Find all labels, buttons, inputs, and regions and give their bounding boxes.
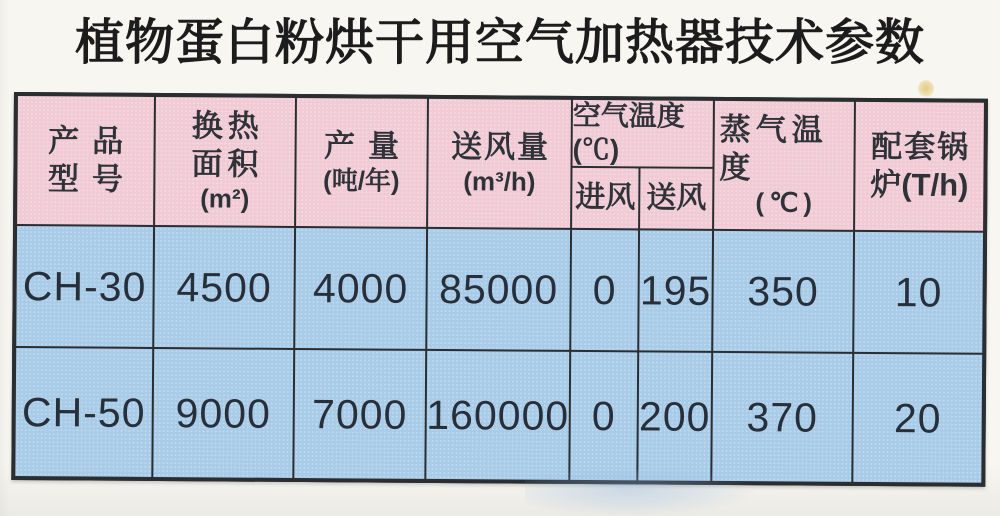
header-air-outlet	[640, 168, 712, 229]
header-line: 产量	[324, 128, 413, 165]
header-line: 空气温度(℃)	[572, 99, 685, 166]
header-air-temp	[572, 100, 712, 167]
header-unit: (m³/h)	[463, 166, 536, 197]
header-output	[296, 98, 427, 227]
cell-outlet-1: 200	[638, 352, 711, 480]
cell-inlet-1: 0	[570, 352, 637, 480]
cell-model-1: CH-50	[15, 348, 152, 477]
header-unit: (吨/年)	[323, 165, 400, 196]
cell-output-1: 7000	[294, 350, 425, 479]
cell-inlet-0: 0	[571, 230, 638, 350]
header-product-model	[17, 96, 154, 225]
header-line: 蒸气温度	[719, 112, 828, 186]
header-line: 进风	[575, 180, 636, 215]
cell-boiler-0: 10	[854, 232, 983, 353]
header-air-inlet	[572, 168, 638, 228]
cell-steam-1: 370	[712, 353, 852, 482]
cell-heat-area-0: 4500	[154, 227, 294, 348]
header-line: 炉(T/h)	[870, 166, 969, 203]
header-unit: (℃)	[755, 187, 818, 218]
cell-outlet-0: 195	[639, 230, 712, 350]
header-unit: (m²)	[200, 183, 250, 214]
header-heat-area	[155, 97, 295, 226]
cell-boiler-1: 20	[853, 354, 982, 483]
cell-airflow-1: 160000	[426, 351, 569, 480]
header-steam-temp	[714, 101, 854, 230]
table-skew-wrapper	[11, 92, 988, 487]
header-line: 产品	[48, 123, 137, 160]
cell-heat-area-1: 9000	[153, 349, 293, 478]
cell-airflow-0: 85000	[427, 229, 570, 350]
header-line: 换热	[191, 108, 264, 145]
header-boiler	[855, 102, 984, 231]
spec-table	[11, 92, 988, 487]
cell-model-0: CH-30	[16, 226, 153, 347]
header-line: 送风量	[451, 129, 551, 165]
cell-steam-0: 350	[713, 231, 853, 352]
cell-output-0: 4000	[295, 228, 426, 349]
header-line: 配套锅	[871, 129, 971, 165]
page-title: 植物蛋白粉烘干用空气加热器技术参数	[74, 16, 925, 70]
header-line: 送风	[646, 181, 707, 215]
header-line: 型号	[47, 161, 137, 197]
header-line: 面积	[191, 146, 264, 182]
header-airflow	[428, 99, 571, 228]
scan-speck	[918, 80, 934, 98]
